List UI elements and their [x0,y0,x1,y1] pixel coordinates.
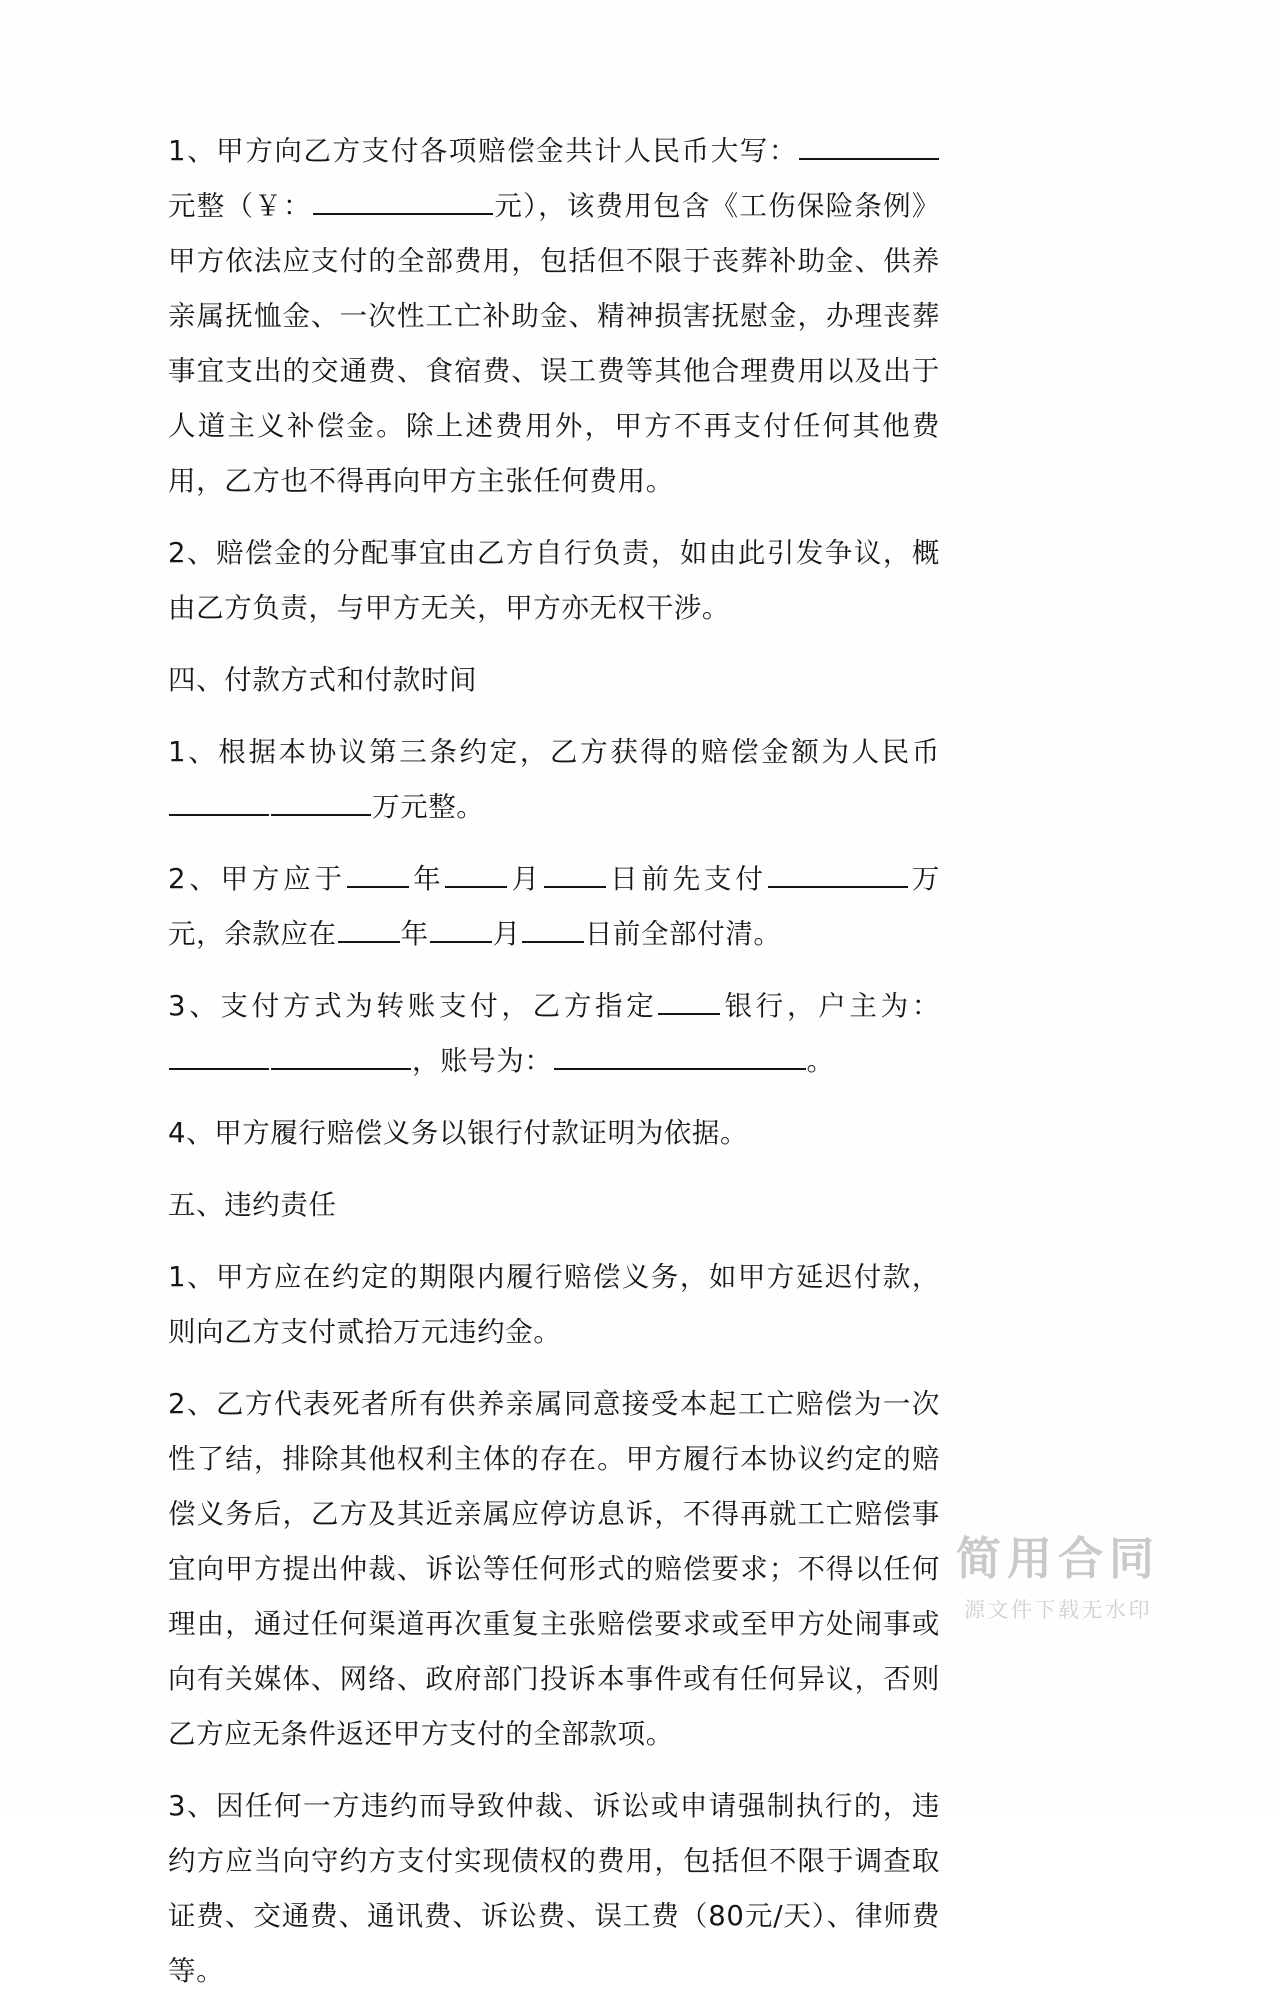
text-run: 1、甲方向乙方支付各项赔偿金共计人民币大写： [168,135,798,167]
fill-in-blank[interactable] [430,915,492,943]
fill-in-blank[interactable] [169,1042,269,1070]
paragraph-s5-title [168,1178,940,1233]
text-run: 元整（￥： [168,190,312,222]
fill-in-blank[interactable] [338,915,400,943]
text-run: ，账号为： [412,1045,553,1077]
text-run: 日前先支付 [606,863,767,895]
fill-in-blank[interactable] [271,788,371,816]
fill-in-blank[interactable] [313,187,493,215]
paragraph-s4-title [168,653,940,708]
text-run: 4、甲方履行赔偿义务以银行付款证明为依据。 [168,1117,749,1149]
watermark-main-text: 简用合同 [955,1531,1160,1585]
paragraph-p5-3 [168,1779,940,1999]
watermark [888,1531,1228,1624]
watermark-sub-text: 源文件下载无水印 [964,1598,1152,1622]
fill-in-blank[interactable] [347,860,409,888]
fill-in-blank[interactable] [799,132,939,160]
fill-in-blank[interactable] [658,987,720,1015]
paragraph-p3-2 [168,526,940,636]
paragraph-p4-1 [168,725,940,835]
text-run: 1、甲方应在约定的期限内履行赔偿义务，如甲方延迟付款，则向乙方支付贰拾万元违约金。 [168,1261,940,1348]
text-run: 3、因任何一方违约而导致仲裁、诉讼或申请强制执行的，违约方应当向守约方支付实现债权的费用，包括但不限于调查取证费、交通费、通讯费、诉讼费、误工费（80元/天）、律师费等。 [168,1790,940,1987]
text-run: 月 [508,863,543,895]
text-run: 万元，余款应在 [168,863,940,950]
text-run: 2、甲方应于 [168,863,346,895]
text-run: 月 [492,918,521,950]
fill-in-blank[interactable] [554,1042,806,1070]
document-body [168,124,940,2016]
fill-in-blank[interactable] [445,860,507,888]
text-run: 四、付款方式和付款时间 [168,664,478,696]
text-run: 。 [806,1045,835,1077]
paragraph-p4-4 [168,1106,940,1161]
fill-in-blank[interactable] [522,915,584,943]
text-run: 元），该费用包含《工伤保险条例》甲方依法应支付的全部费用，包括但不限于丧葬补助金、供养亲属抚恤金、一次性工亡补助金、精神损害抚慰金，办理丧葬事宜支出的交通费、食宿费、误工费等其他合理费用以及出于人道主义补偿金。除上述费用外，甲方不再支付任何其他费用，乙方也不得再向甲方主张任何费用。 [168,190,940,497]
paragraph-p5-2 [168,1377,940,1762]
text-run: 日前全部付清。 [584,918,782,950]
text-run: 3、支付方式为转账支付，乙方指定 [168,990,658,1022]
text-run: 五、违约责任 [168,1189,337,1221]
fill-in-blank[interactable] [544,860,606,888]
text-run: 1、根据本协议第三条约定，乙方获得的赔偿金额为人民币 [168,736,940,768]
text-run: 2、赔偿金的分配事宜由乙方自行负责，如由此引发争议，概由乙方负责，与甲方无关，甲方亦无权干涉。 [168,537,940,624]
fill-in-blank[interactable] [271,1042,411,1070]
text-run: 年 [400,918,429,950]
text-run: 万元整。 [372,791,485,823]
paragraph-p3-1 [168,124,940,509]
fill-in-blank[interactable] [169,788,269,816]
fill-in-blank[interactable] [768,860,908,888]
paragraph-p5-1 [168,1250,940,1360]
paragraph-p4-2 [168,852,940,962]
text-run: 银行，户主为： [721,990,940,1022]
paragraph-p4-3 [168,979,940,1089]
text-run: 年 [409,863,445,895]
text-run: 2、乙方代表死者所有供养亲属同意接受本起工亡赔偿为一次性了结，排除其他权利主体的存在。甲方履行本协议约定的赔偿义务后，乙方及其近亲属应停访息诉，不得再就工亡赔偿事宜向甲方提出仲裁、诉讼等任何形式的赔偿要求；不得以任何理由，通过任何渠道再次重复主张赔偿要求或至甲方处闹事或向有关媒体、网络、政府部门投诉本事件或有任何异议，否则乙方应无条件返还甲方支付的全部款项。 [168,1388,940,1750]
